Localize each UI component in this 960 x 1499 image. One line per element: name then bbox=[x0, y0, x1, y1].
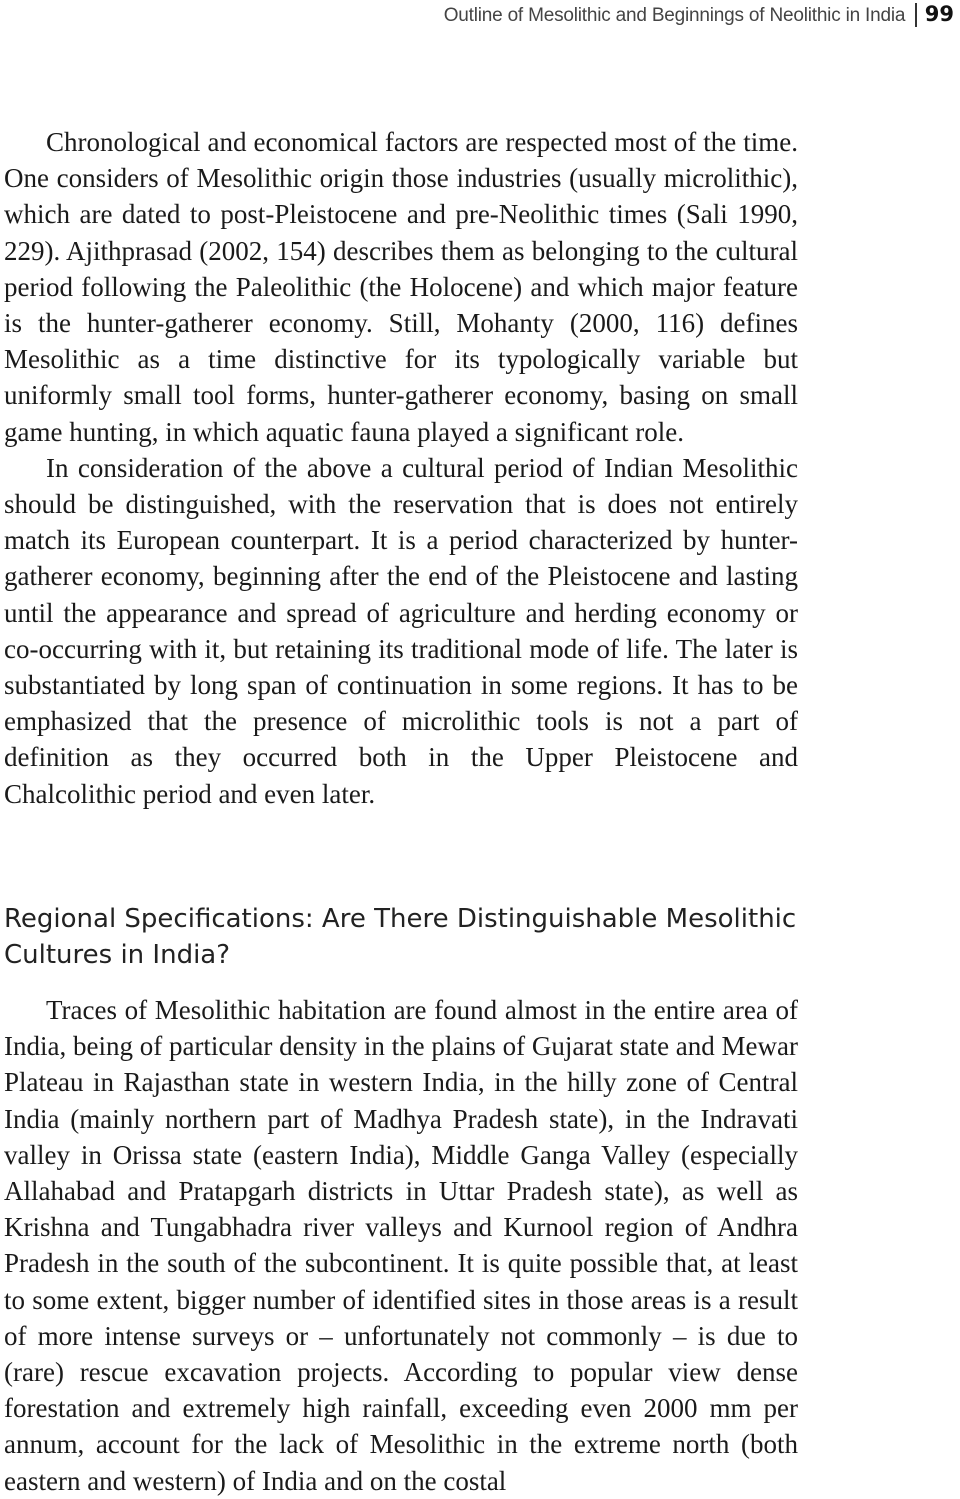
paragraph: In consideration of the above a cultural period of Indian Mesolithic should be distinguished, with the reservation that is does not entirely match its European counterpart. It is a period characterized by hunter-gatherer economy, beginning after the end of the Pleistocene and lasting until the appearance and spread of agriculture and herding economy or co-occurring with it, but retaining its traditional mode of life. The later is substantiated by long span of continuation in some regions. It has to be emphasized that the presence of microlithic tools is not a part of definition as they occurred both in the Upper Pleistocene and Chalcolithic period and even later. bbox=[4, 452, 798, 809]
page-number: 99 bbox=[924, 2, 954, 26]
body-text-section-2 bbox=[4, 992, 798, 1499]
body-text-section-1 bbox=[4, 124, 798, 812]
running-title: Outline of Mesolithic and Beginnings of Neolithic in India bbox=[443, 5, 906, 26]
paragraph: Traces of Mesolithic habitation are found almost in the entire area of India, being of particular density in the plains of Gujarat state and Mewar Plateau in Rajasthan state in western India, in the hilly zone of Central India (mainly northern part of Madhya Pradesh state), in the Indravati valley in Orissa state (eastern India), Middle Ganga Valley (especially Allahabad and Pratapgarh districts in Uttar Pradesh state), as well as Krishna and Tungabhadra river valleys and Kurnool region of Andhra Pradesh in the south of the subcontinent. It is quite possible that, at least to some extent, bigger number of identified sites in those areas is a result of more intense surveys or – unfortunately not commonly – is due to (rare) rescue excavation projects. According to popular view dense forestation and extremely high rainfall, exceeding even 2000 mm per annum, account for the lack of Mesolithic in the extreme north (both eastern and western) of India and on the costal bbox=[4, 995, 798, 1496]
running-header bbox=[444, 2, 954, 27]
paragraph: Chronological and economical factors are respected most of the time. One considers of Mesolithic origin those industries (usually microlithic), which are dated to post-Pleistocene and pre-Neolithic times (Sali 1990, 229). Ajithprasad (2002, 154) describes them as belonging to the cultural period following the Paleolithic (the Holocene) and which major feature is the hunter-gatherer economy. Still, Mohanty (2000, 116) defines Mesolithic as a time distinctive for its typologically variable but uniformly small tool forms, hunter-gatherer economy, basing on small game hunting, in which aquatic fauna played a significant role. bbox=[4, 127, 798, 447]
header-divider bbox=[915, 3, 917, 27]
section-heading: Regional Specifications: Are There Distinguishable Mesolithic Cultures in India? bbox=[4, 904, 797, 970]
